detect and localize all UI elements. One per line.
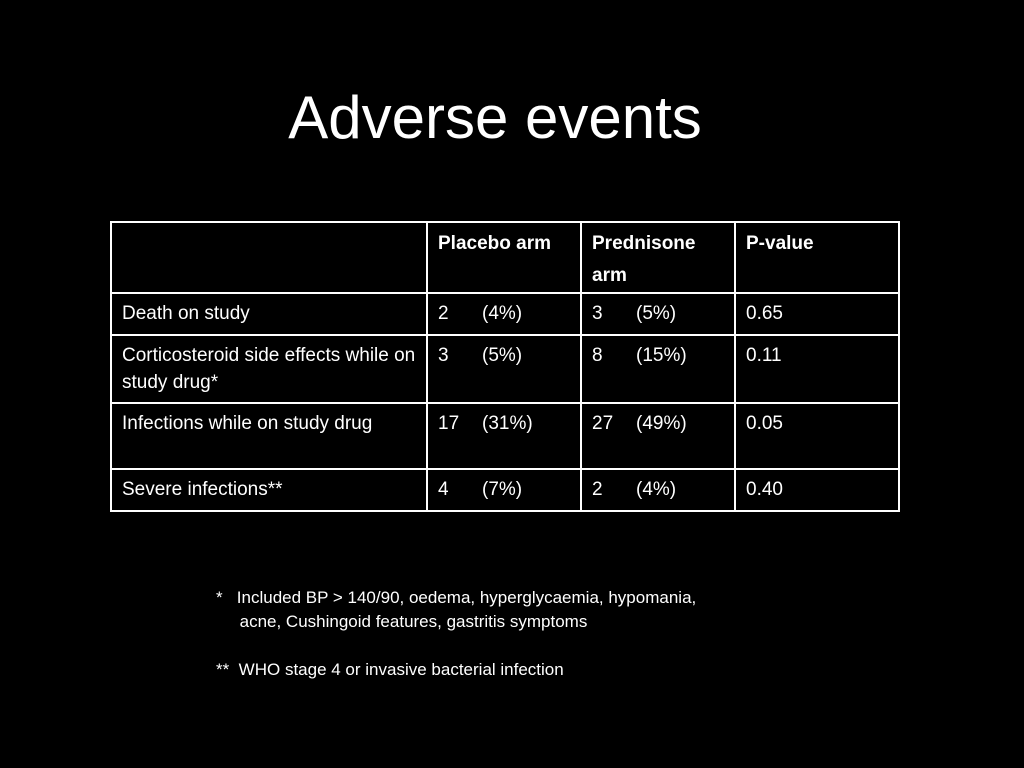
p-value-cell: 0.65 [735,293,899,335]
prednisone-count: 2 [592,479,603,500]
footnote-1-line-2: acne, Cushingoid features, gastritis symptoms [216,612,588,631]
prednisone-percent: (4%) [636,479,677,500]
row-label: Infections while on study drug [111,403,427,469]
slide-title: Adverse events [288,84,702,151]
footnotes [216,586,696,682]
placebo-percent: (7%) [482,479,523,500]
table-row [111,469,899,511]
prednisone-percent: (5%) [636,303,677,324]
placebo-cell [427,469,581,511]
placebo-percent: (31%) [482,413,533,434]
placebo-cell [427,335,581,403]
header-placebo-arm: Placebo arm [427,222,581,293]
prednisone-count: 27 [592,413,614,434]
prednisone-cell [581,469,735,511]
table-header-row [111,222,899,293]
footnote-spacer [216,634,696,658]
footnote-1-line-1: * Included BP > 140/90, oedema, hyperglycaemia, hypomania, [216,588,697,607]
prednisone-cell [581,403,735,469]
p-value-cell: 0.11 [735,335,899,403]
row-label: Death on study [111,293,427,335]
header-prednisone-arm: Prednisone arm [581,222,735,293]
prednisone-percent: (49%) [636,413,687,434]
placebo-count: 4 [438,479,449,500]
table-row [111,403,899,469]
placebo-cell [427,293,581,335]
p-value-cell: 0.40 [735,469,899,511]
prednisone-percent: (15%) [636,345,687,366]
header-empty [111,222,427,293]
prednisone-count: 8 [592,345,603,366]
adverse-events-table [110,221,900,512]
row-label: Severe infections** [111,469,427,511]
placebo-count: 3 [438,345,449,366]
prednisone-count: 3 [592,303,603,324]
table-row [111,335,899,403]
footnote-2: ** WHO stage 4 or invasive bacterial infection [216,660,564,679]
p-value-cell: 0.05 [735,403,899,469]
header-p-value: P-value [735,222,899,293]
placebo-cell [427,403,581,469]
placebo-percent: (5%) [482,345,523,366]
placebo-count: 17 [438,413,460,434]
prednisone-cell [581,293,735,335]
row-label: Corticosteroid side effects while on study drug* [111,335,427,403]
placebo-percent: (4%) [482,303,523,324]
prednisone-cell [581,335,735,403]
placebo-count: 2 [438,303,449,324]
table-row [111,293,899,335]
